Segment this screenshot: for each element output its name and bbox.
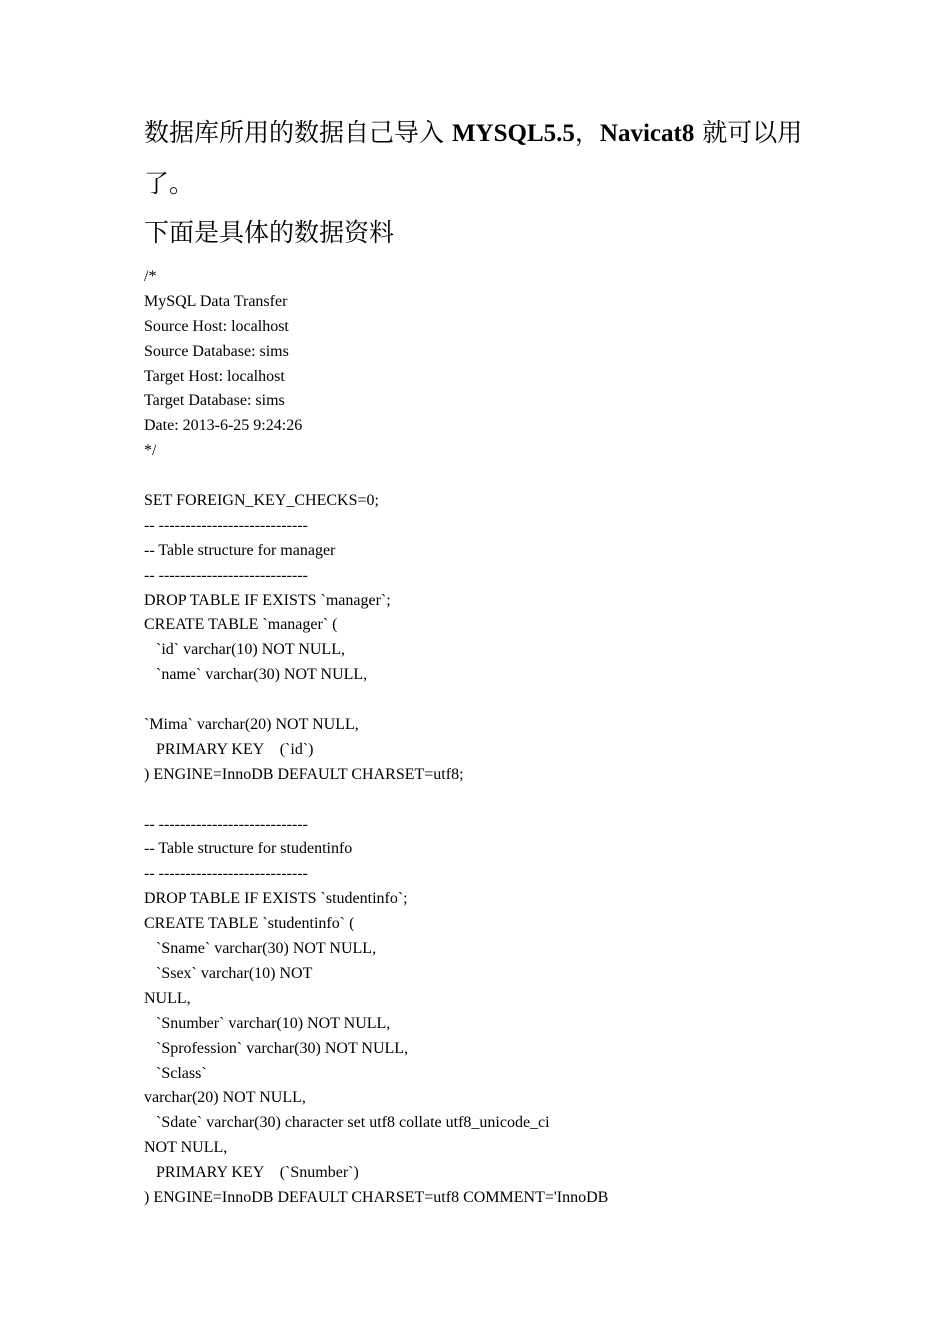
intro-text-2: ，	[574, 118, 600, 147]
intro-text-3: 就可以用	[694, 118, 803, 147]
sql-line: -- Table structure for studentinfo	[144, 840, 353, 858]
sql-line: `Sclass`	[144, 1064, 207, 1082]
sql-line: SET FOREIGN_KEY_CHECKS=0;	[144, 492, 379, 510]
sql-line: Source Host: localhost	[144, 317, 289, 335]
intro-line-1	[144, 108, 824, 159]
sql-line: -- ----------------------------	[144, 815, 308, 833]
sql-line: */	[144, 442, 157, 460]
sql-line: `Snumber` varchar(10) NOT NULL,	[144, 1014, 391, 1032]
sql-line: -- ----------------------------	[144, 566, 308, 584]
sql-line: NOT NULL,	[144, 1139, 228, 1157]
sql-line: `name` varchar(30) NOT NULL,	[144, 666, 368, 684]
sql-line: Target Database: sims	[144, 392, 285, 410]
sql-line: PRIMARY KEY (`id`)	[144, 740, 314, 758]
intro-navicat-version: Navicat8	[599, 120, 695, 147]
sql-line: -- ----------------------------	[144, 865, 308, 883]
sql-line: `Mima` varchar(20) NOT NULL,	[144, 716, 359, 734]
sql-line: `Ssex` varchar(10) NOT	[144, 964, 313, 982]
sql-line: PRIMARY KEY (`Snumber`)	[144, 1164, 359, 1182]
sql-line: CREATE TABLE `studentinfo` (	[144, 915, 355, 933]
sql-line	[144, 688, 844, 713]
sql-line: CREATE TABLE `manager` (	[144, 616, 338, 634]
sql-line: -- ----------------------------	[144, 516, 308, 534]
sql-line: ) ENGINE=InnoDB DEFAULT CHARSET=utf8;	[144, 765, 464, 783]
sql-line: `id` varchar(10) NOT NULL,	[144, 641, 345, 659]
sql-line: `Sdate` varchar(30) character set utf8 collate utf8_unicode_ci	[144, 1114, 550, 1132]
sql-line: varchar(20) NOT NULL,	[144, 1089, 306, 1107]
sql-line: DROP TABLE IF EXISTS `studentinfo`;	[144, 890, 408, 908]
intro-line-2: 了。	[144, 169, 195, 198]
sql-line: /*	[144, 268, 157, 285]
intro-mysql-version: MYSQL5.5	[451, 120, 575, 147]
sql-code-block	[144, 265, 844, 1211]
sql-line	[144, 788, 844, 813]
sql-line: `Sprofession` varchar(30) NOT NULL,	[144, 1039, 409, 1057]
sql-line	[144, 464, 844, 489]
sql-line: ) ENGINE=InnoDB DEFAULT CHARSET=utf8 COMMENT='InnoDB	[144, 1188, 609, 1206]
sql-line: MySQL Data Transfer	[144, 292, 288, 310]
sql-line: Date: 2013-6-25 9:24:26	[144, 417, 303, 435]
sql-line: DROP TABLE IF EXISTS `manager`;	[144, 591, 391, 609]
sql-line: Target Host: localhost	[144, 367, 285, 385]
intro-paragraph	[144, 108, 824, 209]
sql-line: `Sname` varchar(30) NOT NULL,	[144, 940, 377, 958]
sql-line: NULL,	[144, 989, 191, 1007]
sql-line: Source Database: sims	[144, 342, 289, 360]
sql-line: -- Table structure for manager	[144, 541, 336, 559]
intro-text-1: 数据库所用的数据自己导入	[144, 118, 452, 147]
section-heading: 下面是具体的数据资料	[144, 218, 395, 247]
